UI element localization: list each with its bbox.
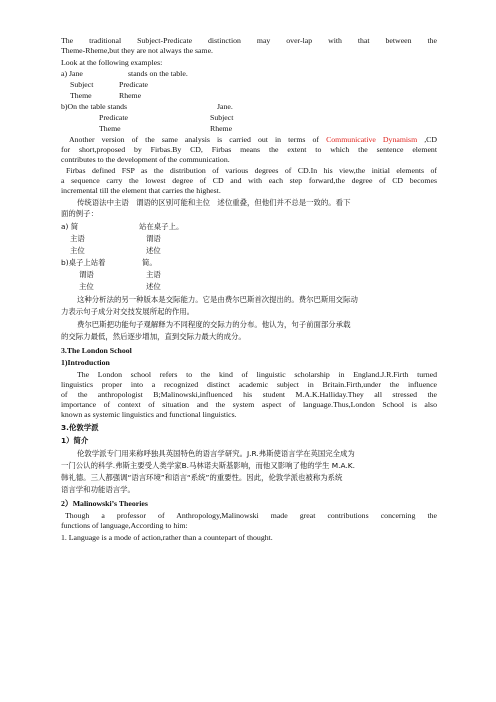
- example-a-rest: stands on the table.: [128, 69, 188, 78]
- cd-paragraph-line-1: [61, 135, 437, 145]
- label-rheme-b: Rheme: [210, 124, 233, 133]
- cn-b-fsp: [61, 282, 437, 292]
- cd-text-b: ,CD: [417, 135, 437, 144]
- firbas-line-1: Firbas defined FSP as the distribution of various degrees of CD.In his view,the initial elements of: [66, 166, 437, 175]
- cn-london-line-1: 伦敦学派专门用来称呼独具英国特色的语言学研究。J.R.弗斯使语言学在英国完全成为: [77, 449, 355, 458]
- intro-line-2: Theme-Rheme,but they are not always the same.: [61, 46, 213, 55]
- example-b-grammar: [61, 113, 437, 123]
- london-school-heading: 3.The London School: [61, 346, 132, 355]
- cn-p3-line-1: 费尔巴斯把功能句子观解释为不同程度的交际力的分布。他认为，句子前面部分承载: [77, 320, 351, 329]
- cd-text-a: Another version of the same analysis is carried out in terms of: [69, 135, 327, 144]
- cn-label-weiyu: 谓语: [146, 234, 161, 243]
- cn-example-a-rest: 站在桌子上。: [139, 222, 184, 231]
- malinowski-line-2: functions of language,According to him:: [61, 521, 188, 530]
- cn-label-shuwei: 述位: [146, 246, 161, 255]
- label-theme-b: Theme: [99, 124, 121, 133]
- london-para-line-1: The London school refers to the kind of linguistic scholarship in England.J.R.Firth turned: [77, 370, 437, 379]
- cn-a-fsp: [61, 246, 437, 256]
- malinowski-line-1: Though a professor of Anthropology,Malinowski made great contributions concerning the: [65, 511, 437, 520]
- malinowski-subheading: 2）Malinowski’s Theories: [61, 499, 148, 508]
- cn-example-a: [61, 222, 437, 232]
- cn-example-b-label: b)桌子上站着: [61, 258, 106, 267]
- cn-london-line-3: 韩礼德。三人都强调“语言环境”和语言“系统”的重要性。因此，伦敦学派也被称为系统: [61, 473, 343, 482]
- label-rheme: Rheme: [119, 91, 142, 100]
- cn-example-b: [61, 258, 437, 268]
- cn-example-b-rest: 简。: [142, 258, 157, 267]
- label-subject-b: Subject: [210, 113, 234, 122]
- cn-p3-line-2: 的交际力最低，然后逐步增加，直到交际力最大的成分。: [61, 332, 246, 341]
- cd-paragraph-line-2: for short,proposed by Firbas.By CD, Firbas means the extent to which the sentence element: [61, 145, 437, 154]
- example-b-fsp: [61, 124, 437, 134]
- london-para-line-5: known as systemic linguistics and functional linguistics.: [61, 410, 237, 419]
- london-para-line-3: of the anthropologist B;Malinowski,influenced his student M.A.K.Halliday.They all stressed the: [61, 390, 437, 399]
- cn-p2-line-2: 力表示句子成分对交技发展所起的作用。: [61, 307, 195, 316]
- firbas-line-2: a sequence carry the lowest degree of CD and with each step forward,the degree of CD becomes: [61, 176, 437, 185]
- label-subject: Subject: [70, 80, 94, 89]
- cn-p1-line-2: 面的例子：: [61, 209, 98, 218]
- cn-london-heading: 3.伦敦学派: [61, 423, 99, 432]
- label-predicate-b: Predicate: [99, 113, 129, 122]
- cn-introduction-subheading: 1）简介: [61, 436, 89, 445]
- london-para-line-4: importance of context of situation and the system aspect of language.Thus,London School is also: [61, 400, 437, 409]
- cn-label-weiyu-b: 谓语: [79, 270, 94, 279]
- cn-b-grammar: [61, 270, 437, 280]
- example-a-fsp: [61, 91, 437, 101]
- london-para-line-2: linguistics proper into a recognized distinct academic subject in Britain.Firth,under the influence: [61, 380, 437, 389]
- cd-paragraph-line-3: contributes to the development of the communication.: [61, 155, 230, 164]
- look-line: Look at the following examples:: [61, 58, 163, 67]
- example-b-rest: Jane.: [217, 102, 233, 111]
- cn-london-line-2: 一门公认的科学.弗斯主要受人类学家B.马林诺夫斯基影响，而他又影响了他的学生 M.A.K.: [61, 461, 355, 470]
- cn-label-zhuwei-b: 主位: [79, 282, 94, 291]
- introduction-subheading: 1)Introduction: [61, 358, 110, 367]
- example-b: [61, 102, 437, 112]
- cn-a-grammar: [61, 234, 437, 244]
- list-item-1: 1. Language is a mode of action,rather than a countepart of thought.: [61, 533, 273, 542]
- cn-label-zhuyu: 主语: [70, 234, 85, 243]
- label-predicate: Predicate: [119, 80, 149, 89]
- cn-p1-line-1: 传统语法中主语 谓语的区别可能和主位 述位重叠，但他们并不总是一致的。看下: [77, 198, 351, 207]
- intro-line-1: The traditional Subject-Predicate distinction may over-lap with that between the: [61, 36, 437, 45]
- cn-label-shuwei-b: 述位: [146, 282, 161, 291]
- cn-london-line-4: 语言学和功能语言学。: [61, 485, 135, 494]
- cd-term-link: Communicative Dynamism: [326, 135, 418, 144]
- cn-label-zhuwei: 主位: [70, 246, 85, 255]
- firbas-line-3: incremental till the element that carries the highest.: [61, 186, 221, 195]
- cn-label-zhuyu-b: 主语: [146, 270, 161, 279]
- example-a: [61, 69, 437, 79]
- example-a-label: a) Jane: [61, 69, 83, 78]
- example-a-grammar: [61, 80, 437, 90]
- example-b-label: b)On the table stands: [61, 102, 128, 111]
- cn-p2-line-1: 这种分析法的另一种版本是交际能力。它是由费尔巴斯首次提出的。费尔巴斯用交际动: [77, 295, 358, 304]
- cn-example-a-label: a) 简: [61, 222, 79, 231]
- label-theme: Theme: [70, 91, 92, 100]
